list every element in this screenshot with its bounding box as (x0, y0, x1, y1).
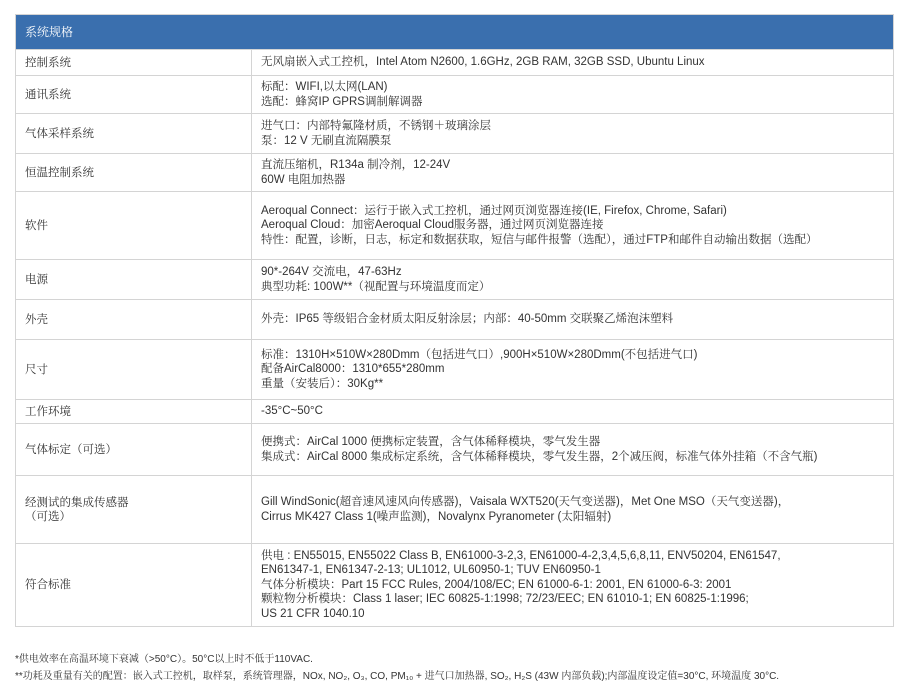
row-value-line: 特性：配置，诊断，日志，标定和数据获取，短信与邮件报警（选配），通过FTP和邮件自动输出数据（选配） (261, 233, 818, 246)
row-label-line: 控制系统 (25, 56, 71, 69)
row-value (252, 400, 893, 423)
row-value-line: 气体分析模块：Part 15 FCC Rules, 2004/108/EC; EN 61000-6-1: 2001, EN 61000-6-3: 2001 (261, 578, 732, 591)
row-label-line: 气体采样系统 (25, 127, 94, 140)
row-value-line: 标配：WIFI,以太网(LAN) (261, 81, 388, 93)
table-body (16, 49, 893, 626)
row-label-line: （可选） (25, 510, 71, 523)
table-row (16, 49, 893, 75)
table-row (16, 259, 893, 299)
row-value-line: 进气口：内部特氟隆材质，不锈钢＋玻璃涂层 (261, 120, 491, 132)
row-label (16, 76, 252, 113)
footnotes (15, 651, 779, 685)
row-label-line: 气体标定（可选） (25, 443, 117, 456)
row-label-line: 工作环境 (25, 405, 71, 418)
row-label (16, 400, 252, 423)
row-value-line: 90*-264V 交流电，47-63Hz (261, 266, 402, 278)
row-value-line: 外壳：IP65 等级铝合金材质太阳反射涂层；内部：40-50mm 交联聚乙烯泡沫塑料 (261, 313, 674, 326)
row-value-line: 泵：12 V 无刷直流隔膜泵 (261, 134, 392, 147)
row-label-line: 软件 (25, 219, 48, 232)
row-value-line: 选配：蜂窝IP GPRS调制解调器 (261, 95, 423, 108)
table-row (16, 399, 893, 423)
row-value-line: 重量（安装后）：30Kg** (261, 377, 384, 390)
row-label-line: 通讯系统 (25, 88, 71, 101)
row-label (16, 50, 252, 75)
row-label-text (25, 219, 48, 233)
row-label (16, 114, 252, 153)
row-value (252, 260, 893, 299)
row-value (252, 544, 893, 626)
row-label (16, 544, 252, 626)
row-label (16, 424, 252, 475)
row-value-line: EN61347-1, EN61347-2-13; UL1012, UL60950-1; TUV EN60950-1 (261, 564, 601, 577)
row-value (252, 192, 893, 259)
row-label-text (25, 496, 129, 524)
row-label-text (25, 273, 48, 287)
row-value-line: -35°C~50°C (261, 405, 323, 418)
row-value (252, 154, 893, 191)
row-label (16, 260, 252, 299)
row-value-line: Aeroqual Cloud：加密Aeroqual Cloud服务器，通过网页浏览器连接 (261, 219, 604, 232)
row-value-line: 标准：1310H×510W×280Dmm（包括进气口）,900H×510W×280Dmm(不包括进气口) (261, 348, 698, 361)
row-value-line: US 21 CFR 1040.10 (261, 607, 365, 620)
row-label-line: 恒温控制系统 (25, 166, 94, 179)
row-value-line: Gill WindSonic(超音速风速风向传感器)，Vaisala WXT520(天气变送器)，Met One MSO（天气变送器)， (261, 496, 790, 508)
row-label (16, 340, 252, 399)
table-row (16, 75, 893, 113)
row-value-line: 直流压缩机，R134a 制冷剂，12-24V (261, 159, 451, 171)
row-value-line: Cirrus MK427 Class 1(噪声监测)，Novalynx Pyranometer (太阳辐射) (261, 510, 612, 523)
row-value (252, 300, 893, 339)
row-value (252, 114, 893, 153)
row-value (252, 76, 893, 113)
row-label-text (25, 578, 71, 592)
row-value (252, 424, 893, 475)
row-value-line: 无风扇嵌入式工控机，Intel Atom N2600, 1.6GHz, 2GB RAM, 32GB SSD, Ubuntu Linux (261, 56, 705, 69)
row-label-text (25, 166, 94, 180)
row-value (252, 50, 893, 75)
row-value-line: 典型功耗: 100W**（视配置与环境温度而定） (261, 280, 491, 293)
row-value-line: 便携式：AirCal 1000 便携标定装置，含气体稀释模块，零气发生器 (261, 436, 601, 448)
row-label-line: 经测试的集成传感器 (25, 496, 129, 509)
table-row (16, 339, 893, 399)
row-label (16, 154, 252, 191)
row-value-line: 供电 : EN55015, EN55022 Class B, EN61000-3-2,3, EN61000-4-2,3,4,5,6,8,11, ENV50204, EN61547, (261, 549, 781, 562)
footnote-1: *供电效率在高温环境下衰减（>50°C）。50°C以上时不低于110VAC. (15, 654, 313, 665)
footnote-2: **功耗及重量有关的配置：嵌入式工控机，取样泵，系统管理器，NOx, NO₂, O₃, CO, PM₁₀ + 进气口加热器, SO₂, H₂S (43W 内部负载);内部温度设定值=30°C, 环境温度 30°C. (15, 671, 780, 682)
row-label (16, 300, 252, 339)
table-row (16, 191, 893, 259)
row-label-text (25, 88, 71, 102)
row-value-line: Aeroqual Connect：运行于嵌入式工控机，通过网页浏览器连接(IE, Firefox, Chrome, Safari) (261, 204, 727, 217)
row-value-line: 配备AirCal8000：1310*655*280mm (261, 363, 445, 376)
row-label-text (25, 127, 94, 141)
row-label-line: 符合标准 (25, 579, 71, 591)
row-value-line: 60W 电阻加热器 (261, 173, 346, 186)
row-value (252, 340, 893, 399)
row-value (252, 476, 893, 543)
spec-table (15, 14, 894, 627)
table-row (16, 543, 893, 626)
row-label (16, 192, 252, 259)
row-label-line: 尺寸 (25, 363, 48, 376)
row-label-line: 电源 (25, 273, 48, 286)
row-value-line: 颗粒物分析模块：Class 1 laser; IEC 60825-1:1998; 72/23/EEC; EN 61010-1; EN 60825-1:1996; (261, 593, 749, 606)
table-row (16, 475, 893, 543)
row-label-text (25, 56, 71, 70)
row-label (16, 476, 252, 543)
table-row (16, 299, 893, 339)
row-label-text (25, 363, 48, 377)
row-label-text (25, 313, 48, 327)
table-row (16, 113, 893, 153)
table-row (16, 423, 893, 475)
row-value-line: 集成式：AirCal 8000 集成标定系统，含气体稀释模块，零气发生器，2个减压阀，标准气体外挂箱（不含气瓶) (261, 450, 818, 463)
row-label-text (25, 443, 117, 457)
row-label-text (25, 405, 71, 419)
table-header: 系统规格 (16, 15, 893, 49)
row-label-line: 外壳 (25, 313, 48, 326)
table-row (16, 153, 893, 191)
